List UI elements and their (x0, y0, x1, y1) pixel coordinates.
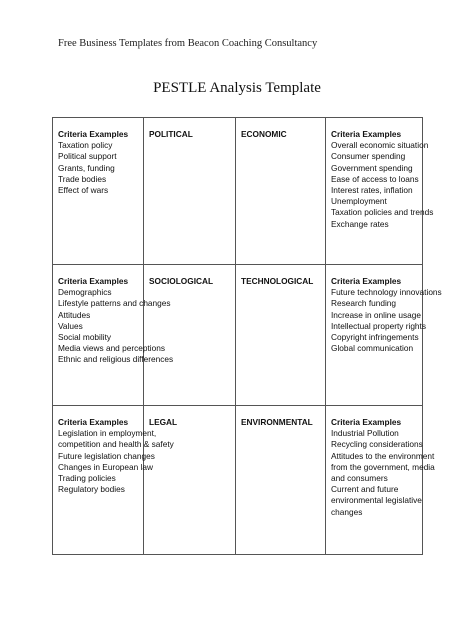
criteria-item: Ethnic and religious differences (58, 354, 174, 365)
factor-cell-economic (236, 118, 326, 265)
criteria-item: and consumers (331, 473, 388, 484)
criteria-item: Current and future (331, 484, 399, 495)
criteria-item: Industrial Pollution (331, 428, 399, 439)
criteria-item: Recycling considerations (331, 439, 423, 450)
criteria-item: Increase in online usage (331, 309, 421, 320)
criteria-heading: Criteria Examples (331, 417, 402, 427)
criteria-item: Overall economic situation (331, 140, 429, 151)
factor-label: POLITICAL (149, 129, 193, 139)
criteria-item: Taxation policies and trends (331, 207, 434, 218)
criteria-cell-sociological (53, 265, 174, 406)
factor-cell-technological (236, 265, 326, 406)
criteria-item: Attitudes (58, 309, 91, 320)
criteria-item: Copyright infringements (331, 332, 419, 343)
factor-cell-political (144, 118, 236, 265)
criteria-item: Changes in European law (58, 461, 154, 472)
criteria-cell-political (53, 118, 144, 265)
criteria-item: Unemployment (331, 196, 387, 207)
criteria-heading: Criteria Examples (331, 129, 402, 139)
criteria-item: from the government, media (331, 461, 435, 472)
criteria-item: Political support (58, 151, 117, 162)
factor-label: ENVIRONMENTAL (241, 417, 313, 427)
criteria-item: Regulatory bodies (58, 484, 125, 495)
criteria-item: Consumer spending (331, 151, 406, 162)
criteria-heading: Criteria Examples (331, 276, 402, 286)
factor-label: TECHNOLOGICAL (241, 276, 314, 286)
criteria-item: Attitudes to the environment (331, 450, 435, 461)
criteria-item: Effect of wars (58, 185, 109, 196)
factor-label: LEGAL (149, 417, 178, 427)
factor-cell-environmental (236, 406, 326, 555)
criteria-cell-technological (326, 265, 442, 406)
table-row-legal-environmental (53, 406, 423, 555)
header-note: Free Business Templates from Beacon Coaching Consultancy (58, 38, 318, 49)
criteria-item: Ease of access to loans (331, 173, 419, 184)
criteria-item: Lifestyle patterns and changes (58, 298, 171, 309)
criteria-item: Grants, funding (58, 162, 115, 173)
criteria-item: Interest rates, inflation (331, 185, 413, 196)
criteria-item: competition and health & safety (58, 439, 174, 450)
criteria-item: Values (58, 320, 83, 331)
table-row-political-economic (53, 118, 423, 265)
document-title: PESTLE Analysis Template (153, 80, 321, 96)
criteria-item: Government spending (331, 162, 413, 173)
criteria-heading: Criteria Examples (58, 276, 129, 286)
criteria-item: Social mobility (58, 332, 112, 343)
factor-label: SOCIOLOGICAL (149, 276, 214, 286)
criteria-item: Demographics (58, 287, 112, 298)
criteria-item: Global communication (331, 343, 414, 354)
table-row-sociological-technological (53, 265, 423, 406)
criteria-item: Future legislation changes (58, 450, 155, 461)
criteria-item: Research funding (331, 298, 397, 309)
pestle-table (52, 117, 442, 555)
factor-label: ECONOMIC (241, 129, 287, 139)
criteria-cell-economic (326, 118, 434, 265)
criteria-item: Exchange rates (331, 218, 389, 229)
criteria-cell-environmental (326, 406, 435, 555)
criteria-heading: Criteria Examples (58, 417, 129, 427)
criteria-item: Media views and perceptions (58, 343, 165, 354)
criteria-item: changes (331, 506, 363, 517)
criteria-item: Intellectual property rights (331, 320, 427, 331)
criteria-item: Taxation policy (58, 140, 113, 151)
criteria-item: environmental legislative (331, 495, 422, 506)
factor-cell-legal (144, 406, 236, 555)
criteria-item: Future technology innovations (331, 287, 442, 298)
criteria-heading: Criteria Examples (58, 129, 129, 139)
factor-cell-sociological (144, 265, 236, 406)
criteria-item: Trading policies (58, 473, 116, 484)
criteria-item: Legislation in employment, (58, 428, 157, 439)
criteria-item: Trade bodies (58, 173, 107, 184)
